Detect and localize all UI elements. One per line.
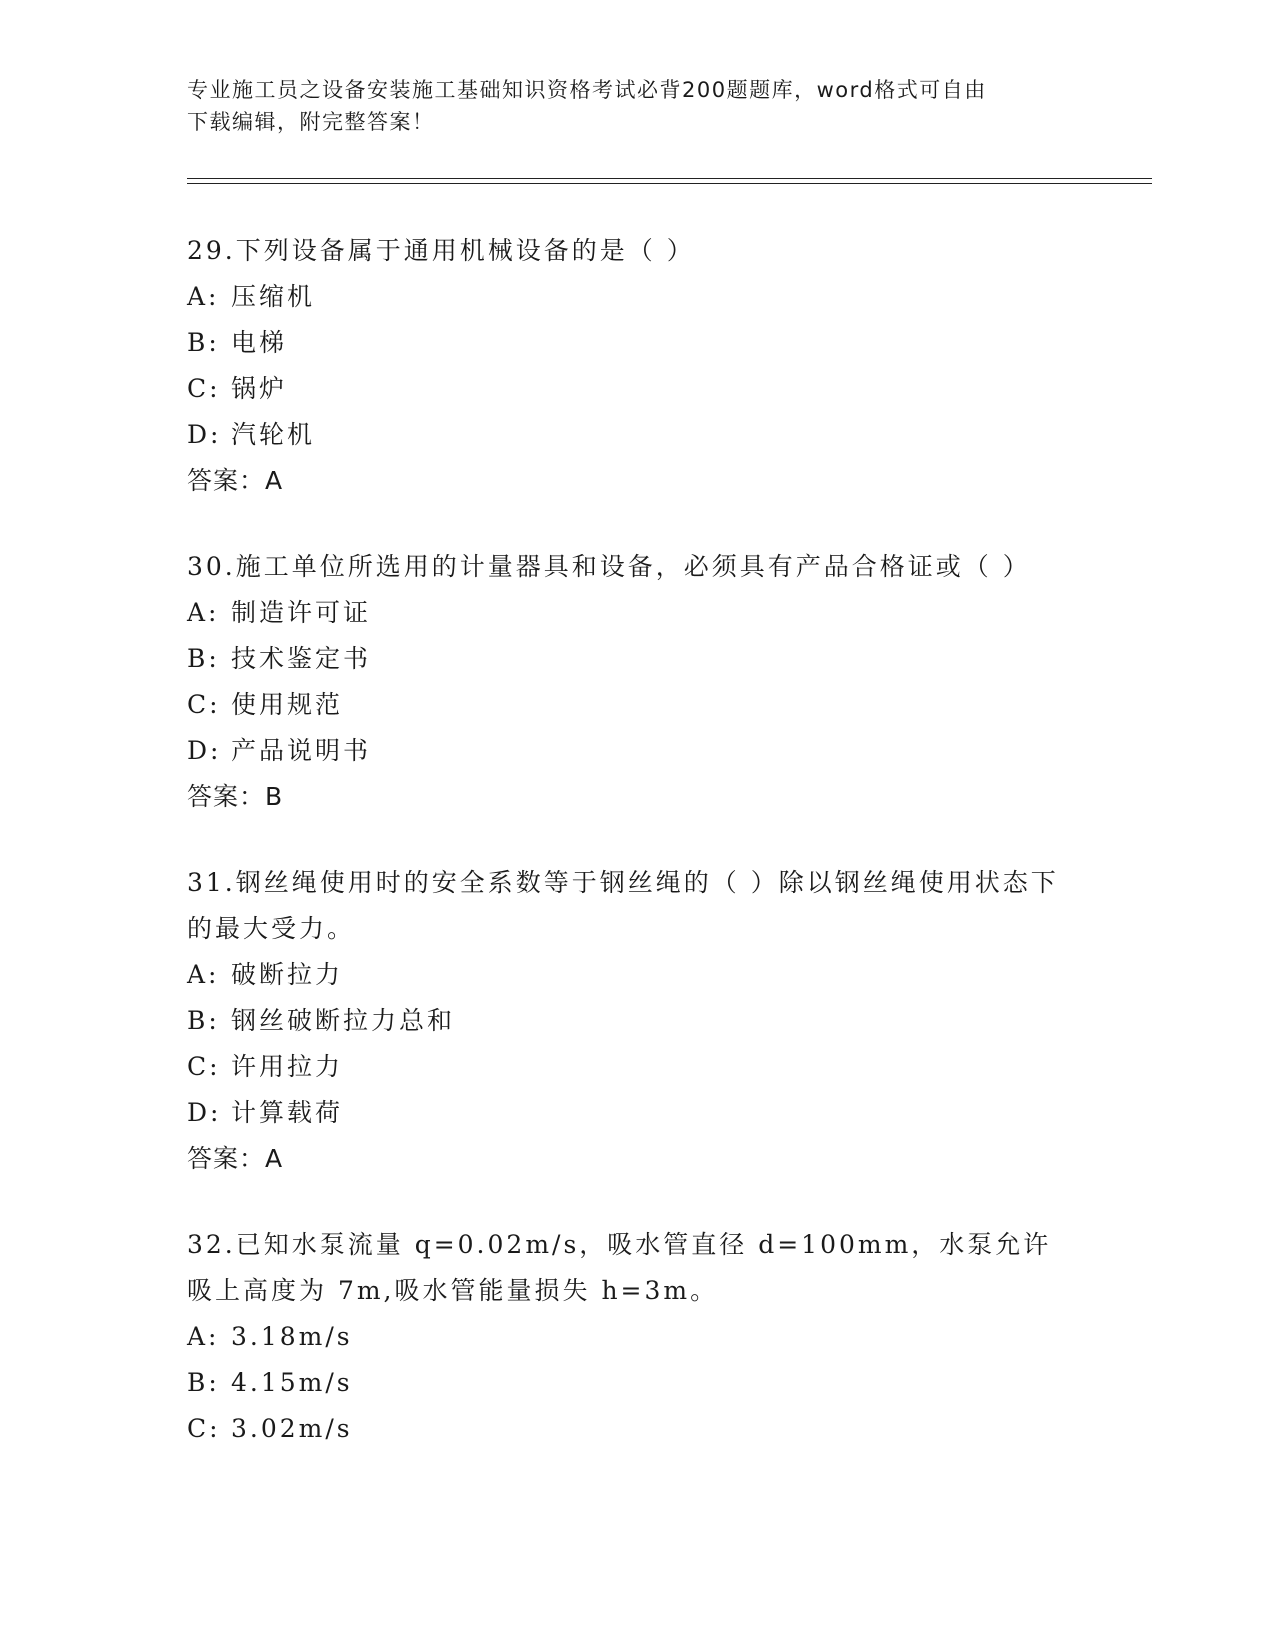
option-letter: C:	[187, 1414, 221, 1443]
question-text: 32.已知水泵流量 q=0.02m/s，吸水管直径 d=100mm，水泵允许吸上高度为 7m,吸水管能量损失 h=3m。	[187, 1230, 1052, 1305]
option-letter: C:	[187, 374, 221, 403]
answer-line	[187, 458, 1067, 504]
option-d	[187, 1090, 1067, 1136]
option-text: 4.15m/s	[231, 1368, 353, 1397]
header-divider-top	[187, 178, 1152, 179]
answer-line	[187, 774, 1067, 820]
option-a	[187, 1314, 1067, 1360]
option-text: 钢丝破断拉力总和	[231, 1006, 456, 1035]
option-b	[187, 320, 1067, 366]
answer-value: B	[265, 782, 284, 811]
option-letter: A:	[187, 282, 220, 311]
option-letter: A:	[187, 960, 220, 989]
answer-line	[187, 1136, 1067, 1182]
option-letter: D:	[187, 736, 222, 765]
option-b	[187, 998, 1067, 1044]
option-a	[187, 274, 1067, 320]
option-letter: A:	[187, 598, 220, 627]
option-text: 技术鉴定书	[231, 644, 372, 673]
option-c	[187, 366, 1067, 412]
header-line-1: 专业施工员之设备安装施工基础知识资格考试必背200题题库，word格式可自由	[187, 78, 987, 102]
answer-label: 答案：	[187, 782, 266, 811]
option-d	[187, 412, 1067, 458]
option-a	[187, 952, 1067, 998]
option-text: 破断拉力	[231, 960, 344, 989]
question-29	[187, 228, 1067, 504]
question-list	[187, 228, 1067, 1492]
option-letter: A:	[187, 1322, 220, 1351]
question-31	[187, 860, 1067, 1182]
option-a	[187, 590, 1067, 636]
option-d	[187, 728, 1067, 774]
option-text: 使用规范	[231, 690, 344, 719]
option-c	[187, 1406, 1067, 1452]
answer-value: A	[265, 466, 284, 495]
question-30	[187, 544, 1067, 820]
answer-label: 答案：	[187, 1144, 266, 1173]
question-text: 30.施工单位所选用的计量器具和设备，必须具有产品合格证或（ ）	[187, 552, 1031, 581]
option-c	[187, 1044, 1067, 1090]
option-text: 汽轮机	[231, 420, 316, 449]
option-b	[187, 636, 1067, 682]
option-text: 压缩机	[231, 282, 316, 311]
option-letter: D:	[187, 420, 222, 449]
option-text: 锅炉	[231, 374, 288, 403]
option-letter: D:	[187, 1098, 222, 1127]
option-letter: B:	[187, 1368, 220, 1397]
option-text: 电梯	[231, 328, 288, 357]
answer-label: 答案：	[187, 466, 266, 495]
option-letter: C:	[187, 1052, 221, 1081]
option-text: 许用拉力	[231, 1052, 344, 1081]
answer-value: A	[265, 1144, 284, 1173]
header-line-2: 下载编辑，附完整答案！	[187, 110, 435, 134]
option-letter: C:	[187, 690, 221, 719]
option-c	[187, 682, 1067, 728]
document-header	[187, 74, 1067, 138]
question-text: 31.钢丝绳使用时的安全系数等于钢丝绳的（ ）除以钢丝绳使用状态下的最大受力。	[187, 868, 1059, 943]
option-text: 计算载荷	[231, 1098, 344, 1127]
option-text: 制造许可证	[231, 598, 372, 627]
option-text: 3.02m/s	[231, 1414, 353, 1443]
option-b	[187, 1360, 1067, 1406]
question-32	[187, 1222, 1067, 1452]
option-letter: B:	[187, 1006, 220, 1035]
option-text: 产品说明书	[231, 736, 372, 765]
question-text: 29.下列设备属于通用机械设备的是（ ）	[187, 236, 695, 265]
option-text: 3.18m/s	[231, 1322, 353, 1351]
header-divider-bottom	[187, 183, 1152, 184]
option-letter: B:	[187, 328, 220, 357]
option-letter: B:	[187, 644, 220, 673]
